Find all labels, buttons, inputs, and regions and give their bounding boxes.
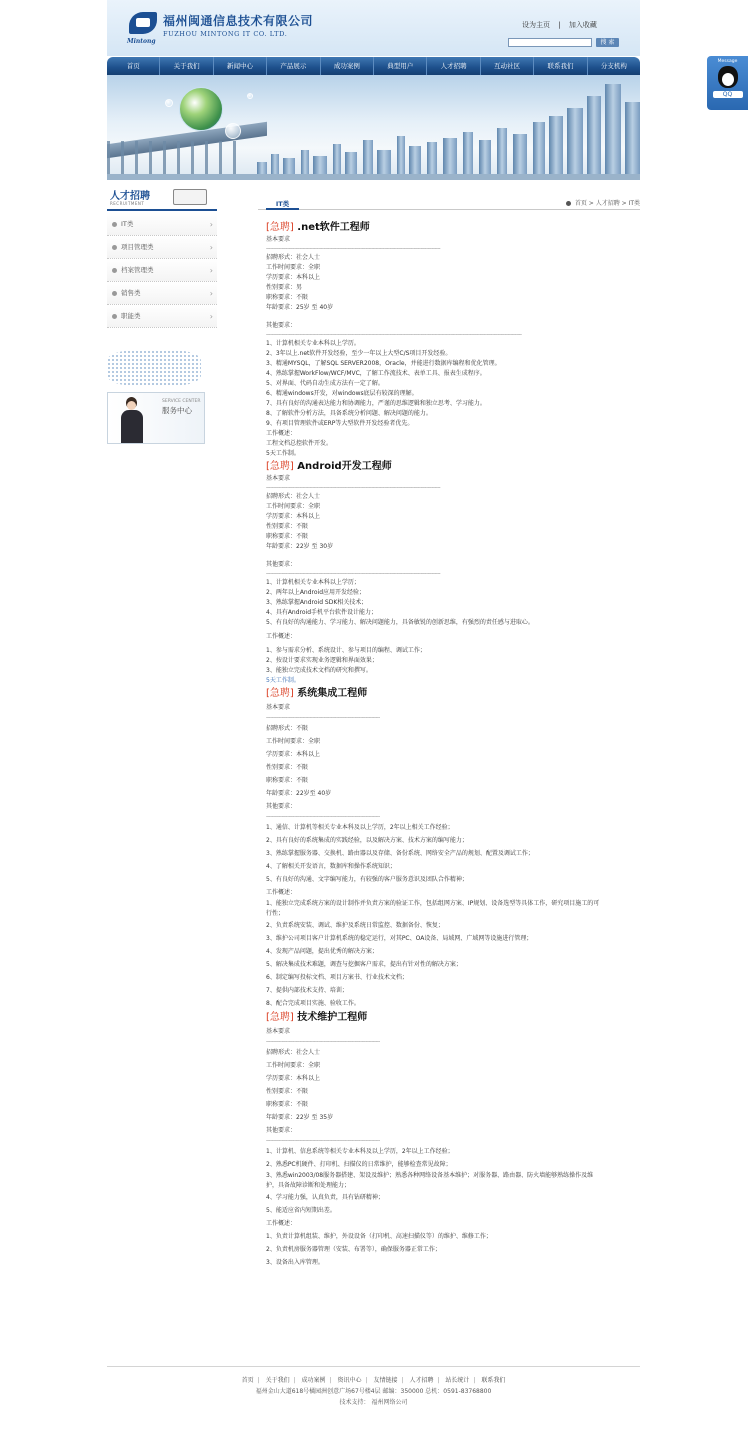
job-age: 年龄要求：22岁至 40岁 <box>266 790 332 797</box>
job-list <box>258 210 640 1269</box>
divider-line: ---------------------------------------------------------------------------------------------------------------------------- <box>266 571 441 577</box>
banner-image <box>107 75 640 180</box>
service-person-icon <box>120 397 142 443</box>
job-desc: 行性； <box>266 910 285 917</box>
job-requirement: 5、有良好的沟通、文字编写能力，有较强的客户服务意识及团队合作精神； <box>266 876 468 883</box>
job-requirement: 1、计算机、信息系统等相关专业本科及以上学历，2年以上工作经验； <box>266 1148 454 1155</box>
footer <box>107 1366 640 1408</box>
bubble-icon <box>165 99 173 107</box>
divider-line: --------------------------------------------------------------------------------- <box>266 1138 380 1144</box>
breadcrumb-home[interactable]: 首页 <box>574 200 587 207</box>
job-requirement: 护，具备故障诊断和处理能力； <box>266 1182 351 1189</box>
job-desc: 2、按设计要求实现业务逻辑和界面效果； <box>266 657 378 664</box>
sidebar-title-en: RECRUITMENT <box>110 201 145 206</box>
job-form: 招聘形式：不限 <box>266 725 309 732</box>
service-center-cn: 服务中心 <box>162 406 192 415</box>
job-requirement: 7、具有良好的沟通表达能力和协调能力，严谨的思维逻辑和独立思考、学习能力。 <box>266 400 486 407</box>
add-favorite-link[interactable]: 加入收藏 <box>568 21 597 29</box>
urgent-tag: [急聘] <box>266 222 294 233</box>
divider-line: ---------------------------------------------------------------------------------------------------------------------------- <box>266 485 441 491</box>
footer-link-news[interactable]: 资讯中心 <box>337 1377 362 1384</box>
nav-item-news[interactable]: 新闻中心 <box>214 57 267 75</box>
breadcrumb-separator-icon: > <box>588 200 596 207</box>
service-center-en: SERVICE CENTER <box>162 399 201 404</box>
job-form: 招聘形式：社会人士 <box>266 1049 321 1056</box>
world-map-icon <box>107 350 201 386</box>
banner-city-skyline <box>257 75 640 180</box>
company-name-en: FUZHOU MINTONG IT CO. LTD. <box>163 30 288 38</box>
job-requirement: 2、两年以上Android应用开发经验； <box>266 589 366 596</box>
job-desc: 1、负责计算机组装、维护，外设设备（打印机、高速扫描仪等）的维护、维修工作； <box>266 1233 492 1240</box>
job-title <box>266 687 640 701</box>
tab-it[interactable]: IT类 <box>266 199 299 210</box>
qq-penguin-icon <box>718 66 738 88</box>
job-title <box>266 1011 640 1025</box>
sidebar-item-it[interactable]: IT类 › <box>107 213 217 236</box>
job-requirement: 6、精通windows开发，对windows底层有较深的理解。 <box>266 390 418 397</box>
nav-item-jobs[interactable]: 人才招聘 <box>427 57 480 75</box>
job-desc: 工程文档总控软件开发。 <box>266 440 333 447</box>
globe-icon <box>179 87 223 131</box>
job-requirement: 5、对界面、代码自动生成方法有一定了解。 <box>266 380 384 387</box>
job-form: 招聘形式：社会人士 <box>266 254 321 261</box>
footer-link-home[interactable]: 首页 <box>241 1377 254 1384</box>
job-requirement: 3、熟练掌握Android SDK相关技术； <box>266 599 368 606</box>
footer-link-stats[interactable]: 站长统计 <box>445 1377 470 1384</box>
footer-links: 首页 | 关于我们 | 成功案例 | 资讯中心 | 友情链接 | 人才招聘 | 站长统计 | 联系我们 <box>241 1377 506 1384</box>
qq-label[interactable]: QQ <box>713 91 743 98</box>
nav-item-cases[interactable]: 成功案例 <box>321 57 374 75</box>
bubble-icon <box>225 123 241 139</box>
job-title-text: .net软件工程师 <box>297 222 370 233</box>
job-education: 学历要求：本科以上 <box>266 513 321 520</box>
job-requirement: 2、3年以上.net软件开发经验，至少一年以上大型C/S项目开发经验。 <box>266 350 452 357</box>
job-education: 学历要求：本科以上 <box>266 274 321 281</box>
job-title-rank: 职称要求：不限 <box>266 1101 309 1108</box>
job-age: 年龄要求：22岁 至 30岁 <box>266 543 334 550</box>
logo-small-text: Mintong <box>127 38 156 45</box>
home-icon <box>566 201 571 206</box>
job-title-rank: 职称要求：不限 <box>266 777 309 784</box>
footer-address: 福州金山大道618号橘园洲创意广场67号楼4层 邮编：350000 总机：0591-83768800 <box>255 1388 492 1395</box>
job-desc: 1、能独立完成系统方案的设计制作并负责方案的验证工作，包括组网方案、IP规划、设备选型等具体工作，研究项目施工的可 <box>266 900 600 907</box>
qq-float-widget[interactable] <box>707 56 748 110</box>
job-title-text: Android开发工程师 <box>297 461 392 472</box>
main-content <box>258 199 640 1269</box>
top-links <box>519 20 600 30</box>
job-requirement: 8、了解软件分析方法，具备系统分析问题、解决问题的能力。 <box>266 410 432 417</box>
job-requirement: 1、通信、计算机等相关专业本科及以上学历，2年以上相关工作经验； <box>266 824 454 831</box>
sidebar-title-cn: 人才招聘 <box>110 191 150 202</box>
footer-link-about[interactable]: 关于我们 <box>265 1377 290 1384</box>
job-requirement: 3、熟悉win2003/08服务器搭建、架设及维护；熟悉各种网络设备基本维护；对服务器、路由器、防火墙能够熟练操作及维 <box>266 1172 594 1179</box>
bubble-icon <box>247 93 253 99</box>
job-title <box>266 460 640 474</box>
footer-link-jobs[interactable]: 人才招聘 <box>409 1377 434 1384</box>
job-desc: 5天工作制。 <box>266 450 300 457</box>
job-desc-label: 工作概述： <box>266 430 297 437</box>
sidebar-item-project-management[interactable]: 项目管理类 › <box>107 236 217 259</box>
nav-item-home[interactable]: 首页 <box>107 57 160 75</box>
job-desc: 3、维护公司项目客户计算机系统的稳定运行，对其PC、OA设备、局域网、广域网等设施进行管理； <box>266 935 533 942</box>
job-age: 年龄要求：25岁 至 40岁 <box>266 304 334 311</box>
job-gender: 性别要求：不限 <box>266 523 309 530</box>
nav-item-branches[interactable]: 分支机构 <box>600 62 627 70</box>
breadcrumb-separator-icon: > <box>621 200 629 207</box>
job-title <box>266 221 640 235</box>
job-basic-label: 基本要求 <box>266 475 291 482</box>
divider-line: ---------------------------------------------------------------------------------------------------------------------------- <box>266 246 441 252</box>
job-time: 工作时间要求：全职 <box>266 1062 321 1069</box>
job-other-label: 其他要求： <box>266 322 297 329</box>
job-requirement: 4、学习能力强，认真负责，具有钻研精神； <box>266 1194 384 1201</box>
job-desc-label: 工作概述： <box>266 633 297 640</box>
footer-support: 技术支持： 福州网络公司 <box>339 1399 408 1406</box>
divider-line: --------------------------------------------------------------------------------- <box>266 814 380 820</box>
job-education: 学历要求：本科以上 <box>266 751 321 758</box>
job-desc: 1、参与需求分析、系统设计、参与项目的编程、调试工作； <box>266 647 426 654</box>
job-requirement: 1、计算机相关专业本科以上学历； <box>266 579 360 586</box>
sidebar-title <box>107 183 217 211</box>
job-desc: 4、发现产品问题，提出优秀的解决方案； <box>266 948 378 955</box>
urgent-tag: [急聘] <box>266 688 294 699</box>
job-requirement: 9、有项目管理软件或ERP等大型软件开发经验者优先。 <box>266 420 414 427</box>
job-note: 5天工作制。 <box>266 677 300 684</box>
footer-link-cases[interactable]: 成功案例 <box>301 1377 326 1384</box>
job-education: 学历要求：本科以上 <box>266 1075 321 1082</box>
job-form: 招聘形式：社会人士 <box>266 493 321 500</box>
urgent-tag: [急聘] <box>266 1012 294 1023</box>
job-requirement: 3、精通MYSQL，了解SQL SERVER2008，Oracle，并能进行数据库编程和优化管理。 <box>266 360 501 367</box>
job-desc: 7、提供内部技术支持、培训； <box>266 987 348 994</box>
divider-line: --------------------------------------------------------------------------------- <box>266 1039 380 1045</box>
banner-ground <box>107 174 640 180</box>
job-requirement: 3、熟练掌握服务器、交换机、路由器以及存储、备份系统、网络安全产品的规划、配置及调试工作； <box>266 850 534 857</box>
job-requirement: 2、具有良好的系统集成的实践经验，以及解决方案、技术方案的编写能力； <box>266 837 468 844</box>
tab-bar <box>258 199 640 210</box>
divider-line: --------------------------------------------------------------------------------- <box>266 715 380 721</box>
job-gender: 性别要求：不限 <box>266 764 309 771</box>
footer-link-friends[interactable]: 友情链接 <box>373 1377 398 1384</box>
job-gender: 性别要求：不限 <box>266 1088 309 1095</box>
nav-item-contact[interactable]: 联系我们 <box>534 57 587 75</box>
breadcrumb-jobs[interactable]: 人才招聘 <box>595 200 620 207</box>
job-gender: 性别要求：男 <box>266 284 303 291</box>
header <box>107 0 640 56</box>
top-links-separator: | <box>558 21 561 29</box>
nav-item-community[interactable]: 互动社区 <box>481 57 534 75</box>
job-requirement: 4、熟练掌握WorkFlow/WCF/MVC，了解工作流技术、表单工具、报表生成程序。 <box>266 370 486 377</box>
main-nav <box>107 57 640 75</box>
footer-link-contact[interactable]: 联系我们 <box>481 1377 506 1384</box>
job-title-rank: 职称要求：不限 <box>266 294 309 301</box>
set-homepage-link[interactable]: 设为主页 <box>522 21 550 29</box>
job-desc-label: 工作概述： <box>266 1220 297 1227</box>
job-desc: 5、解决集成技术难题，调查与挖掘客户需求，提出有针对性的解决方案； <box>266 961 462 968</box>
job-title-rank: 职称要求：不限 <box>266 533 309 540</box>
job-title-text: 技术维护工程师 <box>297 1012 368 1023</box>
job-age: 年龄要求：22岁 至 35岁 <box>266 1114 334 1121</box>
job-time: 工作时间要求：全职 <box>266 738 321 745</box>
job-desc: 3、设备出入库管理。 <box>266 1259 324 1266</box>
job-other-label: 其他要求： <box>266 561 297 568</box>
job-basic-label: 基本要求 <box>266 704 291 711</box>
job-desc-label: 工作概述： <box>266 889 297 896</box>
job-desc: 2、负责系统安装、调试、维护及系统日常监控、数据备份、恢复； <box>266 922 444 929</box>
job-other-label: 其他要求： <box>266 803 297 810</box>
job-time: 工作时间要求：全职 <box>266 503 321 510</box>
search-input[interactable] <box>508 38 592 47</box>
sidebar-item-functional[interactable]: 职能类 › <box>107 305 217 328</box>
job-desc: 6、制定编写投标文档、项目方案书、行业技术文档； <box>266 974 408 981</box>
job-requirement: 4、了解相关开发语言，数据库和操作系统知识； <box>266 863 396 870</box>
job-requirement: 5、能适应省内短期出差。 <box>266 1207 336 1214</box>
job-requirement: 5、有良好的沟通能力、学习能力、解决问题能力，具备敏锐的创新思维，有强烈的责任感与进取心。 <box>266 619 534 626</box>
logo-icon[interactable] <box>129 12 157 34</box>
sidebar-menu <box>107 213 217 328</box>
urgent-tag: [急聘] <box>266 461 294 472</box>
company-name-cn: 福州闽通信息技术有限公司 <box>163 14 314 28</box>
job-title-text: 系统集成工程师 <box>297 688 368 699</box>
sidebar-item-archive-management[interactable]: 档案管理类 › <box>107 259 217 282</box>
job-desc: 3、能独立完成技术文档的研究和撰写。 <box>266 667 372 674</box>
job-other-label: 其他要求： <box>266 1127 297 1134</box>
job-basic-label: 基本要求 <box>266 236 291 243</box>
job-requirement: 1、计算机相关专业本科以上学历。 <box>266 340 360 347</box>
job-time: 工作时间要求：全职 <box>266 264 321 271</box>
sidebar <box>107 183 217 444</box>
job-basic-label: 基本要求 <box>266 1028 291 1035</box>
laptop-icon <box>173 189 207 205</box>
job-desc: 2、负责机房服务器管理（安装、布署等），确保服务器正常工作； <box>266 1246 441 1253</box>
breadcrumb-current: IT类 <box>628 200 640 207</box>
nav-item-products[interactable]: 产品展示 <box>267 57 320 75</box>
job-requirement: 2、熟悉PC机硬件、打印机、扫描仪的日常维护，能够检查常见故障； <box>266 1161 452 1168</box>
job-requirement: 4、具有Android手机平台软件设计能力； <box>266 609 378 616</box>
job-desc: 8、配合完成项目实施、验收工作。 <box>266 1000 360 1007</box>
sidebar-item-sales[interactable]: 销售类 › <box>107 282 217 305</box>
qq-widget-title: Message <box>717 59 738 64</box>
service-center-banner[interactable] <box>107 392 205 444</box>
breadcrumb <box>566 199 640 209</box>
search-button[interactable]: 搜 索 <box>596 38 619 47</box>
nav-item-about[interactable]: 关于我们 <box>160 57 213 75</box>
divider-line: -------------------------------------------------------------------------------------------------------------------------------------------------------------------------------------- <box>266 332 522 338</box>
nav-item-users[interactable]: 典型用户 <box>374 57 427 75</box>
